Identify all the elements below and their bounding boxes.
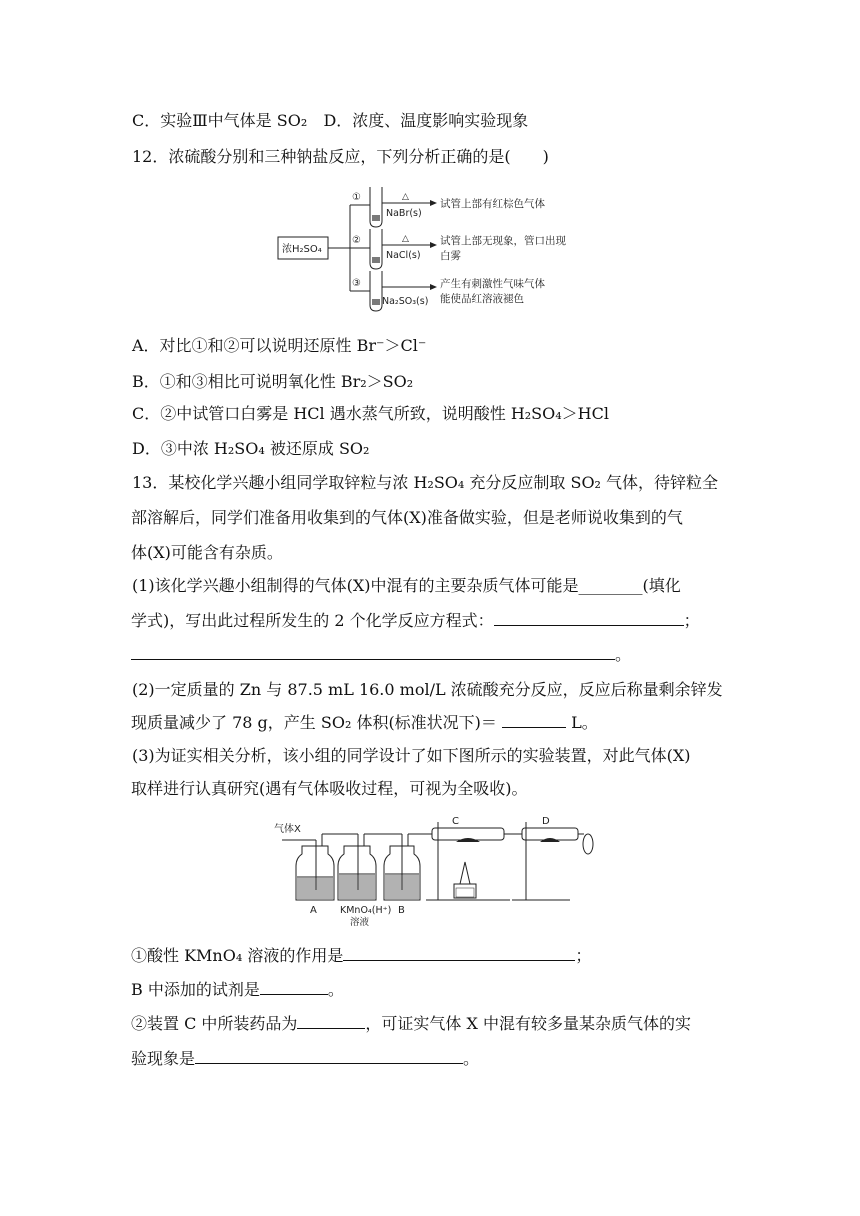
tube2-salt: NaCl(s) (386, 250, 421, 261)
gas-x-label: 气体X (274, 824, 301, 835)
q11-option-d: D．浓度、温度影响实验现象 (323, 111, 529, 130)
q12-option-c: C．②中试管口白雾是 HCl 遇水蒸气所致，说明酸性 H₂SO₄＞HCl (132, 404, 609, 423)
label-kmno4: KMnO₄(H⁺) (340, 905, 392, 916)
tube1-result: 试管上部有红棕色气体 (440, 198, 545, 210)
tube3-salt: Na₂SO₃(s) (382, 296, 429, 307)
q13-sub1-text: ①酸性 KMnO₄ 溶液的作用是 (131, 946, 344, 965)
equation-1-blank[interactable] (494, 611, 684, 626)
b-reagent-blank[interactable] (260, 980, 328, 995)
q13-sub2-text: B 中添加的试剂是 (131, 980, 260, 999)
q12-reaction-diagram (270, 183, 600, 315)
q13-part1-line1: (1)该化学兴趣小组制得的气体(X)中混有的主要杂质气体可能是________(填化 (132, 576, 681, 595)
q13-sub2 (131, 980, 344, 1000)
apparatus-diagram (270, 812, 600, 927)
q13-part2-line2-text: 现质量减少了 78 g，产生 SO₂ 体积(标准状况下)＝ (131, 713, 497, 732)
tube2-cond: △ (402, 234, 409, 244)
q13-sub3-text: ②装置 C 中所装药品为 (131, 1014, 298, 1033)
q13-part3-line2: 取样进行认真研究(遇有气体吸收过程，可视为全吸收)。 (131, 779, 528, 798)
tube3-result-2: 能使品红溶液褪色 (440, 293, 524, 305)
q13-sub2-end: 。 (327, 980, 344, 999)
q13-part1-line2 (131, 611, 700, 631)
q13-part2-line1: (2)一定质量的 Zn 与 87.5 mL 16.0 mol/L 浓硫酸充分反应，反应后称量剩余锌发 (132, 680, 723, 699)
q12-option-b: B．①和③相比可说明氧化性 Br₂＞SO₂ (132, 372, 414, 391)
q13-sub4 (131, 1049, 479, 1069)
q11-option-c: C．实验Ⅲ中气体是 SO₂ (132, 111, 308, 130)
q13-part1-line3-end: 。 (615, 645, 632, 664)
q12-stem: 12．浓硫酸分别和三种钠盐反应，下列分析正确的是( ) (132, 147, 549, 166)
q13-part1-line3 (131, 645, 631, 665)
label-solution: 溶液 (350, 917, 370, 927)
q13-part2-line2 (131, 713, 598, 733)
q12-option-a: A．对比①和②可以说明还原性 Br⁻＞Cl⁻ (132, 336, 427, 355)
q13-sub4-text: 验现象是 (131, 1049, 196, 1068)
kmno4-role-blank[interactable] (343, 946, 575, 961)
q13-sub1-end: ； (575, 946, 592, 965)
tube1-cond: △ (402, 192, 409, 202)
tube2-result-1: 试管上部无现象，管口出现 (440, 235, 566, 247)
q13-sub4-end: 。 (463, 1049, 480, 1068)
so2-volume-blank[interactable] (502, 713, 566, 728)
q13-part1-line2-end: ； (683, 611, 700, 630)
q13-stem-line-1: 13．某校化学兴趣小组同学取锌粒与浓 H₂SO₄ 充分反应制取 SO₂ 气体，待锌粒全 (132, 473, 719, 492)
q13-sub1 (131, 946, 591, 966)
q13-part3-line1: (3)为证实相关分析，该小组的同学设计了如下图所示的实验装置，对此气体(X) (132, 746, 691, 765)
label-c: C (452, 816, 459, 827)
tube3-result-1: 产生有刺激性气味气体 (440, 278, 545, 290)
q11-options-line (132, 111, 528, 131)
tube1-number: ① (352, 192, 361, 203)
tube1-salt: NaBr(s) (386, 208, 422, 219)
reagent-label: 浓H₂SO₄ (282, 244, 322, 255)
tube3-number: ③ (352, 278, 361, 289)
equation-2-blank[interactable] (131, 645, 615, 660)
label-b: B (398, 905, 405, 916)
tube2-number: ② (352, 235, 361, 246)
tube2-result-2: 白雾 (440, 250, 461, 262)
q13-part1-line2-text: 学式)，写出此过程所发生的 2 个化学反应方程式： (131, 611, 494, 630)
q13-sub3-rest: ，可证实气体 X 中混有较多量某杂质气体的实 (365, 1014, 691, 1033)
label-d: D (542, 816, 550, 827)
label-a: A (310, 905, 317, 916)
q13-stem-line-3: 体(X)可能含有杂质。 (131, 543, 283, 562)
c-reagent-blank[interactable] (297, 1014, 365, 1029)
q13-part2-unit: L。 (571, 713, 598, 732)
q13-sub3 (131, 1014, 691, 1034)
q13-stem-line-2: 部溶解后，同学们准备用收集到的气体(X)准备做实验，但是老师说收集到的气 (131, 508, 683, 527)
phenomenon-blank[interactable] (195, 1049, 463, 1064)
q12-option-d: D．③中浓 H₂SO₄ 被还原成 SO₂ (132, 439, 370, 458)
